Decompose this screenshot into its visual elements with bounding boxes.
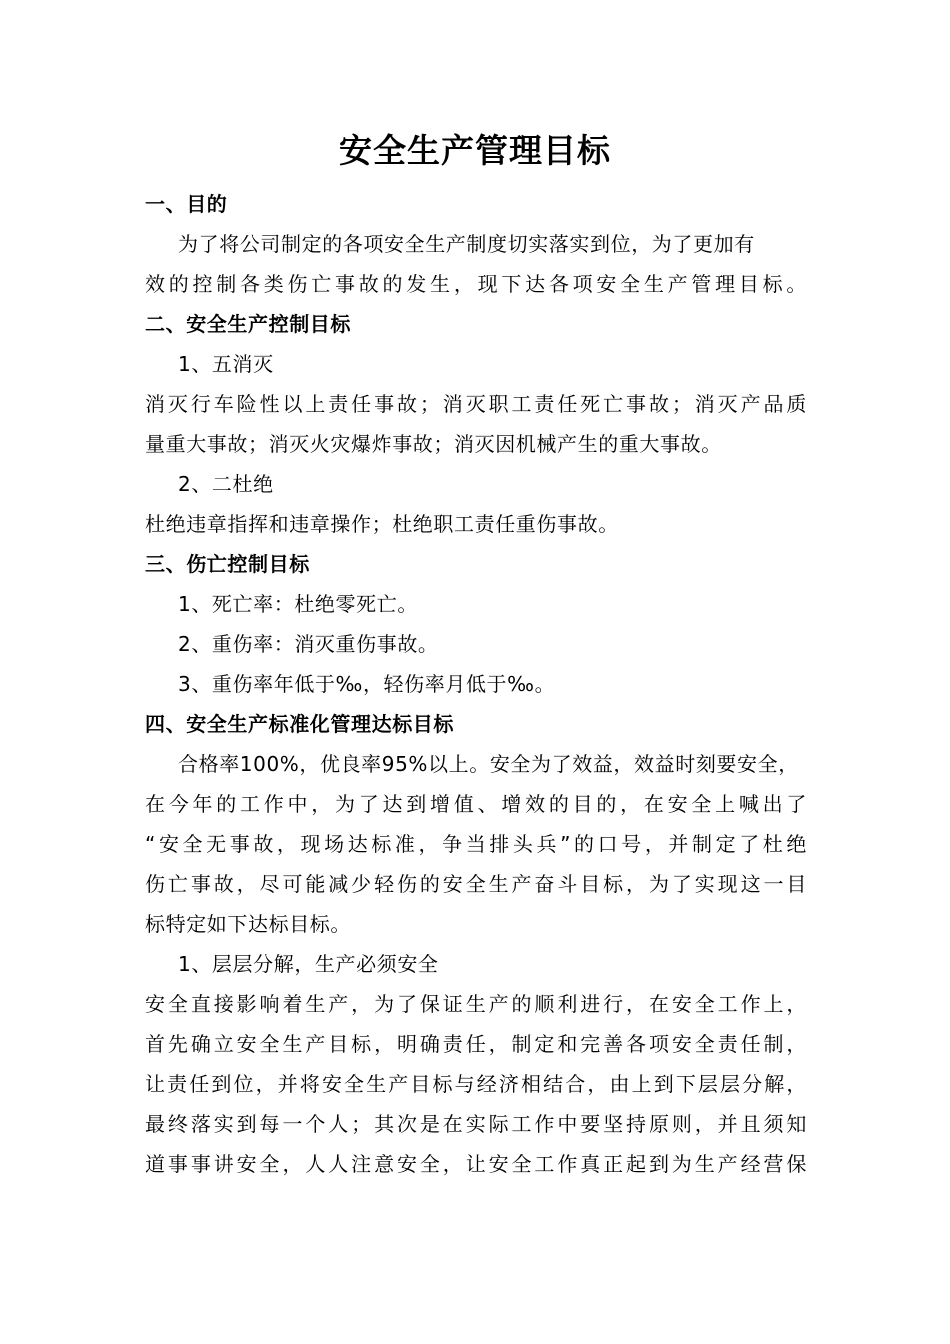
paragraph-line: 最终落实到每一个人；其次是在实际工作中要坚持原则，并且须知 bbox=[145, 1112, 807, 1136]
paragraph-line: 道事事讲安全，人人注意安全，让安全工作真正起到为生产经营保 bbox=[145, 1152, 807, 1176]
section-heading-standardization: 四、安全生产标准化管理达标目标 bbox=[145, 712, 454, 736]
paragraph-line: 效的控制各类伤亡事故的发生，现下达各项安全生产管理目标。 bbox=[145, 272, 807, 296]
subheading-five-eliminations: 1、五消灭 bbox=[178, 352, 274, 376]
paragraph-line: 首先确立安全生产目标，明确责任，制定和完善各项安全责任制， bbox=[145, 1032, 807, 1056]
subheading-layered-decomposition: 1、层层分解，生产必须安全 bbox=[178, 952, 439, 976]
paragraph-line: “安全无事故，现场达标准，争当排头兵”的口号，并制定了杜绝 bbox=[145, 832, 807, 856]
paragraph-line: 标特定如下达标目标。 bbox=[145, 912, 351, 936]
section-heading-purpose: 一、目的 bbox=[145, 192, 228, 216]
paragraph-line: 安全直接影响着生产，为了保证生产的顺利进行，在安全工作上， bbox=[145, 992, 807, 1016]
paragraph-line: 合格率100%，优良率95%以上。安全为了效益，效益时刻要安全， bbox=[178, 752, 799, 776]
paragraph-line: 量重大事故；消灭火灾爆炸事故；消灭因机械产生的重大事故。 bbox=[145, 432, 722, 456]
paragraph-line: 伤亡事故，尽可能减少轻伤的安全生产奋斗目标，为了实现这一目 bbox=[145, 872, 807, 896]
paragraph-line: 让责任到位，并将安全生产目标与经济相结合，由上到下层层分解， bbox=[145, 1072, 807, 1096]
list-item-serious-injury-rate: 2、重伤率：消灭重伤事故。 bbox=[178, 632, 439, 656]
paragraph-line: 在今年的工作中，为了达到增值、增效的目的，在安全上喊出了 bbox=[145, 792, 807, 816]
section-heading-control-targets: 二、安全生产控制目标 bbox=[145, 312, 351, 336]
section-heading-casualty-targets: 三、伤亡控制目标 bbox=[145, 552, 310, 576]
paragraph-line: 为了将公司制定的各项安全生产制度切实落实到位，为了更加有 bbox=[178, 232, 755, 256]
document-title: 安全生产管理目标 bbox=[339, 131, 611, 170]
paragraph-line: 消灭行车险性以上责任事故；消灭职工责任死亡事故；消灭产品质 bbox=[145, 392, 807, 416]
subheading-two-prohibitions: 2、二杜绝 bbox=[178, 472, 274, 496]
list-item-injury-rate: 3、重伤率年低于‰，轻伤率月低于‰。 bbox=[178, 672, 556, 696]
list-item-death-rate: 1、死亡率：杜绝零死亡。 bbox=[178, 592, 418, 616]
paragraph-line: 杜绝违章指挥和违章操作；杜绝职工责任重伤事故。 bbox=[145, 512, 619, 536]
